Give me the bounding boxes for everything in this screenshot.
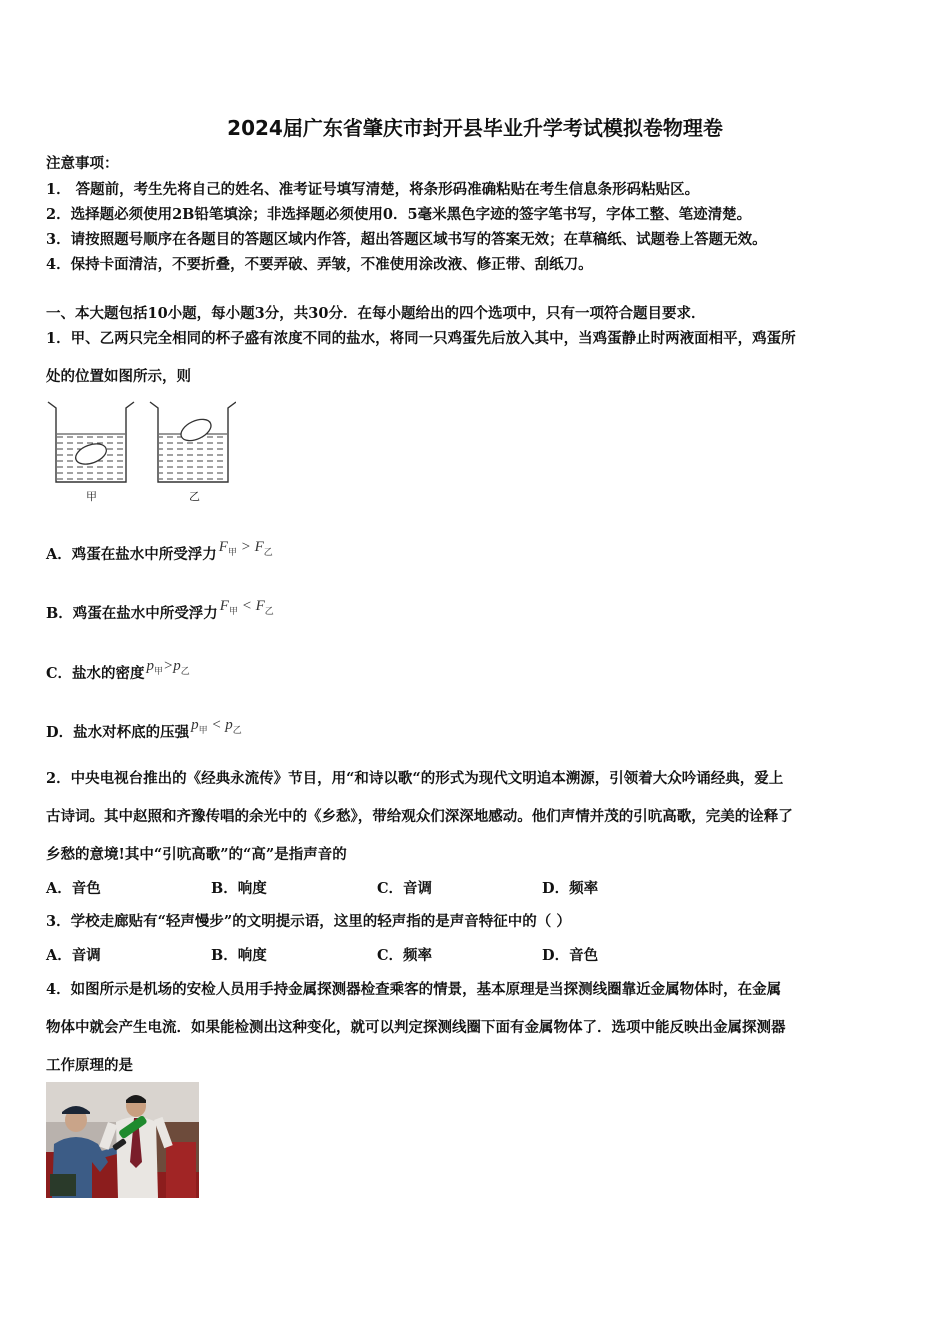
- q3-option-c: C．频率: [377, 947, 433, 964]
- q2-option-d: D．频率: [542, 880, 599, 897]
- beaker-left: [48, 402, 134, 482]
- q3-option-a: A．音调: [46, 947, 101, 964]
- math-expression: $F_甲 > F_乙$: [218, 539, 273, 557]
- q1-stem-line2: 处的位置如图所示，则: [46, 368, 191, 385]
- beaker-right: [150, 402, 236, 482]
- q3-option-d: D．音色: [542, 947, 599, 964]
- q4-stem-line2: 物体中就会产生电流．如果能检测出这种变化，就可以判定探测线圈下面有金属物体了．选项中能反映出金属探测器: [46, 1019, 786, 1036]
- q2-option-b: B．响度: [211, 880, 267, 897]
- q1-option-c: C．盐水的密度 $p_甲>p_乙$: [46, 658, 190, 682]
- label-right: 乙: [189, 490, 200, 503]
- q4-stem-line1: 4．如图所示是机场的安检人员用手持金属探测器检查乘客的情景，基本原理是当探测线圈靠近金属物体时，在金属: [46, 981, 782, 998]
- notice-item-1: 1． 答题前，考生先将自己的姓名、准考证号填写清楚，将条形码准确粘贴在考生信息条形码粘贴区。: [46, 181, 700, 198]
- q3-stem-line1: 3．学校走廊贴有“轻声慢步”的文明提示语，这里的轻声指的是声音特征中的（ ）: [46, 913, 571, 930]
- q1-option-d: D．盐水对杯底的压强 $p_甲 < p_乙$: [46, 717, 242, 741]
- math-expression: $F_甲 < F_乙$: [219, 598, 274, 616]
- label-left: 甲: [86, 490, 97, 503]
- security-check-photo: [46, 1082, 199, 1198]
- q1-stem-line1: 1．甲、乙两只完全相同的杯子盛有浓度不同的盐水，将同一只鸡蛋先后放入其中，当鸡蛋静止时两液面相平，鸡蛋所: [46, 330, 796, 347]
- q2-stem-line2: 古诗词。其中赵照和齐豫传唱的余光中的《乡愁》，带给观众们深深地感动。他们声情并茂的引吭高歌，完美的诠释了: [46, 808, 793, 825]
- q2-stem-line1: 2．中央电视台推出的《经典永流传》节目，用“和诗以歌“的形式为现代文明追本溯源，引领着大众吟诵经典，爱上: [46, 770, 784, 787]
- q1-option-b: B．鸡蛋在盐水中所受浮力 $F_甲 < F_乙$: [46, 598, 274, 622]
- notice-heading: 注意事项：: [46, 155, 119, 172]
- q3-option-b: B．响度: [211, 947, 267, 964]
- math-expression: $p_甲>p_乙$: [146, 658, 190, 676]
- notice-item-2: 2．选择题必须使用2B铅笔填涂；非选择题必须使用0．5毫米黑色字迹的签字笔书写，字体工整、笔迹清楚。: [46, 206, 752, 223]
- q1-option-a: A．鸡蛋在盐水中所受浮力 $F_甲 > F_乙$: [46, 539, 273, 563]
- math-expression: $p_甲 < p_乙$: [191, 717, 242, 735]
- q4-stem-line3: 工作原理的是: [46, 1057, 133, 1074]
- q2-option-c: C．音调: [377, 880, 433, 897]
- q2-option-a: A．音色: [46, 880, 101, 897]
- notice-item-3: 3．请按照题号顺序在各题目的答题区域内作答，超出答题区域书写的答案无效；在草稿纸、试题卷上答题无效。: [46, 231, 767, 248]
- section-heading: 一、本大题包括10小题，每小题3分，共30分．在每小题给出的四个选项中，只有一项符合题目要求．: [46, 305, 706, 322]
- q2-stem-line3: 乡愁的意境!其中“引吭高歌”的“高”是指声音的: [46, 846, 347, 863]
- notice-item-4: 4．保持卡面清洁，不要折叠，不要弄破、弄皱，不准使用涂改液、修正带、刮纸刀。: [46, 256, 593, 273]
- beaker-figure: [46, 398, 236, 506]
- page-title: 2024届广东省肇庆市封开县毕业升学考试模拟卷物理卷: [227, 116, 723, 140]
